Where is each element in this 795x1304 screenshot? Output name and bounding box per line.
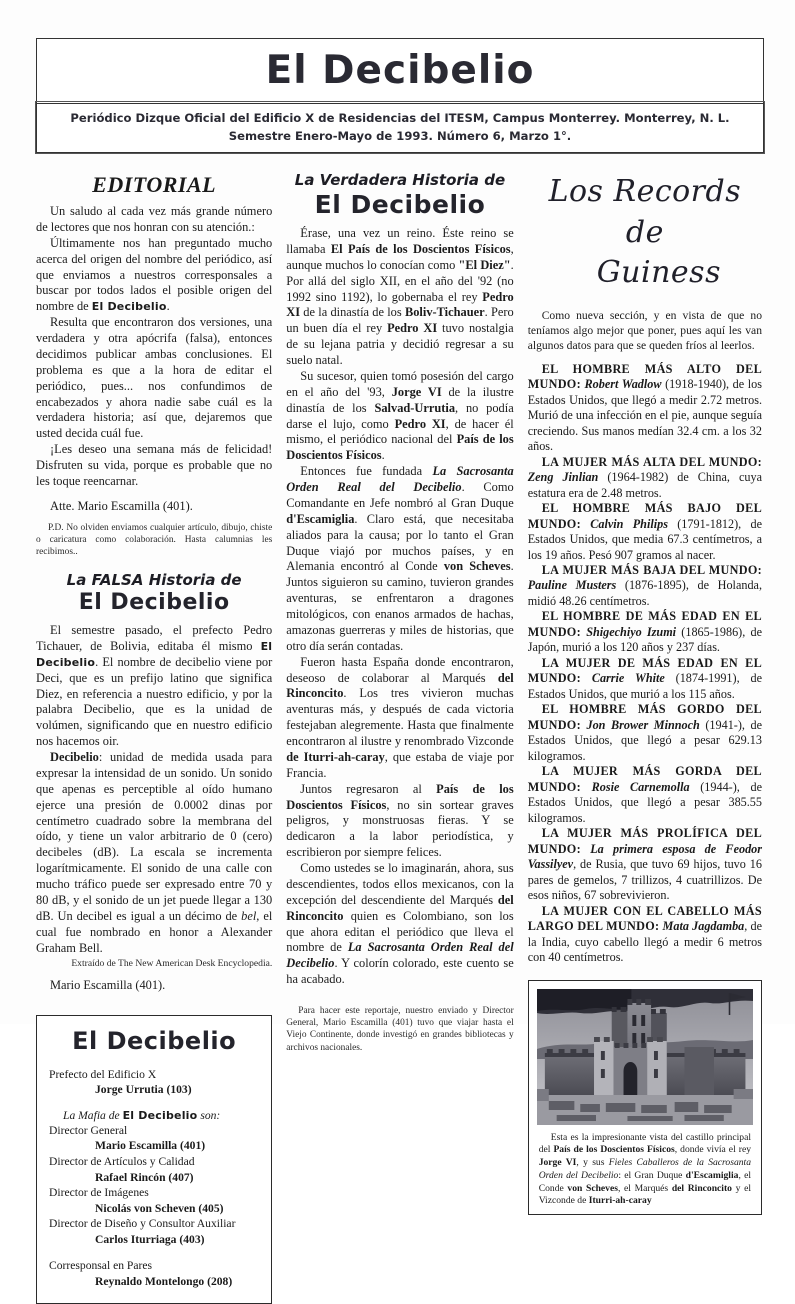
staff-corresponsal-role: Corresponsal en Pares (49, 1259, 153, 1273)
verdadera-paragraph-3 (286, 464, 513, 655)
pais-doscientos-fisicos: País de los Doscientos Físicos (553, 1144, 675, 1156)
record-item (528, 656, 762, 702)
record-title: EL HOMBRE MÁS BAJO DEL MUNDO: (527, 501, 762, 531)
descamiglia: d'Escamiglia (685, 1169, 739, 1181)
column-right (528, 172, 762, 1304)
guiness-heading (528, 172, 762, 294)
record-title: EL HOMBRE DE MÁS EDAD EN EL MUNDO: (527, 609, 762, 639)
pais-doscientos-fisicos: El País de los Doscientos Físicos (330, 241, 511, 256)
falsa-definition-term: Decibelio (50, 750, 99, 765)
masthead-subtitle-line2: Semestre Enero-Mayo de 1993. Número 6, Marzo 1°. (228, 128, 572, 143)
t: . Los tres vivieron muchas aventuras más, y después de cada victoria festejaban alegremente. Hasta que finalmente encontraron al ilustre y renombrado Vizconde (286, 686, 514, 748)
staff-role: Director de Diseño y Consultor Auxiliar (49, 1217, 236, 1231)
pais-doscientos-fisicos: País de los Doscientos Físicos (286, 432, 514, 463)
record-title: EL HOMBRE MÁS GORDO DEL MUNDO: (527, 702, 762, 732)
record-text: , de la India, cuyo cabello llegó a medir 6 metros con 40 centímetros. (527, 919, 762, 965)
jorge-vi: Jorge VI (391, 384, 442, 399)
descamiglia: d'Escamiglia (286, 511, 355, 526)
staff-role: Director de Imágenes (49, 1186, 149, 1200)
verdadera-paragraph-2 (286, 369, 513, 464)
staff-role: Director de Artículos y Calidad (49, 1154, 195, 1168)
record-text: , de Rusia, que tuvo 69 hijos, tuvo 16 pares de gemelos, 7 trillizos, 4 cuatrillizos. De esos niños, 67 sobrevivieron. (527, 857, 762, 903)
record-title: LA MUJER CON EL CABELLO MÁS LARGO DEL MUNDO: (527, 903, 762, 934)
record-name: Pauline Musters (527, 578, 617, 593)
salvad-urrutia: Salvad-Urrutia (374, 400, 456, 415)
castle-photo (537, 989, 753, 1125)
masthead-subtitle-line1: Periódico Dizque Oficial del Edificio X de Residencias del ITESM, Campus Monterrey. Monterrey, N. L. (70, 111, 730, 125)
record-name: Jon Brower Minnoch (586, 717, 700, 732)
record-item (528, 702, 762, 764)
falsa-paragraph-2 (36, 750, 272, 956)
record-item (528, 362, 762, 455)
t: . Pero un buen día el rey (286, 305, 514, 336)
falsa-historia-logo: El Decibelio (78, 589, 230, 615)
staff-mafia-post: son: (197, 1108, 221, 1122)
record-title: LA MUJER MÁS ALTA DEL MUNDO: (541, 454, 762, 469)
editorial-paragraph-4: ¡Les deseo una semana más de felicidad! Disfruten su vida, porque es probable que no les toque reencarnar. (36, 442, 273, 488)
staff-name: Nicolás von Scheven (405) (95, 1201, 224, 1215)
verdadera-reporter-note: Para hacer este reportaje, nuestro enviado y Director General, Mario Escamilla (401) tuvo que viajar hasta el Viejo Continente, donde investigó en grandes bibliotecas y archivos nacionales. (286, 1006, 514, 1053)
falsa-signature: Mario Escamilla (401). (50, 978, 166, 993)
pedro-xi: Pedro XI (394, 416, 446, 431)
decibelio-inline-logo: El Decibelio (36, 639, 273, 669)
falsa-p1-part-b: . El nombre de decibelio viene por Deci, que es un prefijo latino que significa Diez, en referencia a nuestro edificio, y por la palabra Decibelio, que es la unidad de volúmen, significando que en nuestro edificio nos hacemos oir. (36, 654, 273, 749)
jorge-vi: Jorge VI (538, 1157, 577, 1169)
verdadera-paragraph-5 (286, 782, 513, 861)
staff-mafia-line (63, 1109, 259, 1122)
t: , no podía darse el lujo, como (286, 400, 514, 431)
editorial-heading: EDITORIAL (92, 172, 217, 197)
falsa-paragraph-1 (36, 623, 272, 750)
falsa-definition-body: : unidad de medida usada para expresar la intensidad de un sonido. Un sonido que apenas es perceptible al oído humano ejerce una presión de 0.0002 dinas por centímetro cuadrado sobre la membrana del oído, y tiene un valor arbitrario de 0 (cero) decibeles (dB). La escala se incrementa logarítmicamente. El sonido de una calle con mucho tráfico puede ser expresado entre 70 y 80 dB, y el sonido de un jet puede llegar a 130 dB. Un decibel es igual a un décimo de (36, 750, 273, 923)
record-item (528, 904, 762, 966)
editorial-postscript: P.D. No olviden enviamos cualquier artículo, dibujo, chiste o caricatura como colaboración. Hasta calumnias les recibimos.. (36, 522, 273, 558)
record-name: Shigechiyo Izumi (586, 624, 677, 639)
t: , aunque muchos lo conocían como (286, 241, 514, 272)
t: . Juntos siguieron su camino, tuvieron grandes aventuras, se enfrentaron a dragones mitológicos, con enanos armados de hachas, amazonas guerreras y miles de historias, que otro día serán contadas. (286, 559, 514, 653)
masthead (36, 38, 764, 153)
sacrosanta-orden-real: La Sacrosanta Orden Real del Decibelio (286, 940, 514, 971)
t: , que estaba de viaje por Francia. (286, 749, 514, 780)
t: Fueron hasta España donde encontraron, deseoso de colaborar al Marqués (286, 654, 514, 685)
record-text: (1964-1982) de China, cuya estatura era de 2.48 metros. (527, 470, 762, 500)
record-title: LA MUJER MÁS PROLÍFICA DEL MUNDO: (527, 826, 762, 856)
staff-corresponsal-name: Reynaldo Montelongo (208) (95, 1274, 233, 1288)
editorial-paragraph-2 (36, 236, 272, 315)
staff-name: Rafael Rincón (407) (95, 1170, 194, 1184)
record-item (528, 609, 762, 655)
el-diez: "El Diez" (458, 257, 511, 272)
decibelio-inline-logo: El Decibelio (122, 1108, 198, 1122)
verdadera-paragraph-4 (286, 655, 513, 782)
falsa-definition-end: , el cual fue nombrado en honor a Alexander Graham Bell. (36, 908, 273, 955)
de-iturri-ah-caray: de Iturri-ah-caray (286, 749, 385, 764)
staff-box-logo: El Decibelio (72, 1027, 237, 1056)
staff-name: Mario Escamilla (401) (95, 1139, 206, 1153)
del-rinconcito: del Rinconcito (671, 1182, 732, 1194)
falsa-definition-bel: bel (241, 908, 257, 923)
verdadera-paragraph-1 (286, 226, 513, 369)
record-name: Rosie Carnemolla (591, 779, 690, 794)
record-title: LA MUJER MÁS BAJA DEL MUNDO: (541, 562, 762, 577)
t: . Claro está, que necesitaba aliados para la causa; por lo tanto el Gran Duque viajó por muchos países, y en Alemania encontró al Conde (286, 511, 514, 574)
falsa-source-credit: Extraído de The New American Desk Encyclopedia. (71, 958, 273, 970)
staff-prefecto-role: Prefecto del Edificio X (49, 1067, 157, 1081)
record-title: LA MUJER MÁS GORDA DEL MUNDO: (527, 764, 762, 794)
fieles-caballeros: Fieles Caballeros de la Sacrosanta Orden del Decibelio (538, 1157, 752, 1181)
iturri-ah-caray: Iturri-ah-caray (588, 1195, 652, 1207)
record-item (528, 455, 762, 501)
falsa-historia-kicker: La FALSA Historia de (66, 571, 242, 590)
t: Entonces fue fundada (300, 464, 433, 479)
castle-photo-caption (539, 1132, 751, 1209)
t: quien es Colombiano, son los que ahora editan el periódico que lleva el nombre de (286, 908, 514, 955)
falsa-p1-part-a: El semestre pasado, el prefecto Pedro Tichauer, de Bolivia, editaba él mismo (36, 623, 273, 653)
t: y el Vizconde de (538, 1182, 751, 1207)
von-scheves: von Scheves (443, 559, 511, 574)
record-text: (1918-1940), de los Estados Unidos, que llegó a medir 2.72 metros. Murió de una infección en el pie, aunque seguía creciendo. Sus manos medían 32.4 cm. a los 32 años. (527, 377, 762, 454)
record-name: Robert Wadlow (584, 377, 662, 392)
t: , de hacer él mismo, el periódico nacional del (286, 416, 514, 447)
column-container (36, 172, 762, 1304)
record-item (528, 764, 762, 826)
guiness-intro: Como nueva sección, y en vista de que no teníamos algo mejor que poner, pues aquí les van algunos datos para que se queden fríos al leerlos. (527, 308, 762, 352)
editorial-signature: Atte. Mario Escamilla (401). (50, 498, 193, 513)
record-title: EL HOMBRE MÁS ALTO DEL MUNDO: (527, 361, 762, 392)
guiness-heading-line2: Guiness (596, 255, 721, 290)
t: Érase, una vez un reino. Éste reino se llamaba (286, 226, 514, 256)
record-text: (1791-1812), de Estados Unidos, que media 67.3 centímetros, a los 19 años. Pesó 907 gramos al nacer. (527, 516, 763, 562)
t: de la dinastía de los (300, 305, 405, 320)
t: tuvo nostalgia de su lejana patria y decidió regresar a su suelo natal. (286, 321, 514, 367)
boliv-tichauer: Boliv-Tichauer (404, 305, 485, 320)
t: , y sus (576, 1157, 609, 1169)
t: . (381, 448, 385, 463)
masthead-title: El Decibelio (265, 48, 535, 93)
t: , donde vivía el rey (674, 1144, 751, 1156)
t: de la ilustre dinastía de los (286, 384, 514, 415)
t: : el Gran Duque (618, 1169, 686, 1181)
guiness-heading-line1: Los Records de (548, 174, 742, 250)
editorial-p2-part-a: Últimamente nos han preguntado mucho acerca del origen del nombre del periódico, así que enviamos a nuestros corresponsales a buscar por todos lados el posible origen del nombre de (36, 235, 273, 314)
pedro-xi: Pedro XI (387, 321, 438, 336)
verdadera-historia-logo: El Decibelio (314, 189, 486, 219)
decibelio-inline-logo: El Decibelio (91, 300, 167, 314)
editorial-paragraph-1: Un saludo al cada vez más grande número de lectores que nos honran con su atención.: (36, 204, 273, 234)
t: , el Conde (538, 1169, 751, 1194)
t: Juntos regresaron al (300, 781, 437, 796)
record-item (528, 501, 762, 563)
t: , el Marqués (617, 1182, 672, 1194)
t: Como ustedes se lo imaginarán, ahora, sus descendientes, todos ellos mexicanos, con la excepción del descendiente del Marqués (286, 861, 514, 907)
staff-name: Carlos Iturriaga (403) (95, 1232, 205, 1246)
record-name: Carrie White (591, 671, 665, 686)
staff-role: Director General (49, 1123, 128, 1137)
record-name: Mata Jagdamba (662, 919, 745, 934)
record-text: (1941-), de Estados Unidos, que llegó a pesar 629.13 kilogramos. (527, 717, 762, 763)
t: . Por allá del siglo XII, en el año del '92 (no 1992 sino 1192), lo gobernaba el rey (286, 257, 514, 304)
editorial-paragraph-3: Resulta que encontraron dos versiones, una verdadera y otra apócrifa (falsa), entonces decidimos publicar ambas conclusiones. El problema es que a la hora de editar el periódico, pues... nos confundimos de encabezados y ahora nadie sabe cuál es la verdadera historia; así que, dejaremos que usted decida cuál fue. (36, 315, 273, 441)
record-text: (1874-1991), de Estados Unidos, que murió a los 115 años. (527, 671, 762, 701)
staff-box (36, 1015, 272, 1304)
t: . Como Comandante en Jefe nombró al Gran Duque (286, 480, 514, 510)
castle-photo-box (528, 980, 762, 1216)
column-middle (286, 172, 513, 1304)
record-name: Calvin Philips (590, 516, 668, 531)
record-text: (1876-1895), de Holanda, midió 48.26 centímetros. (527, 578, 762, 608)
record-name: La primera esposa de Feodor Vassilyev (527, 841, 762, 872)
t: Esta es la impresionante vista del castillo principal del (538, 1131, 751, 1156)
del-rinconcito: del Rinconcito (286, 670, 514, 701)
verdadera-paragraph-6 (286, 861, 513, 988)
record-title: LA MUJER DE MÁS EDAD EN EL MUNDO: (527, 655, 762, 686)
t: Su sucesor, quien tomó posesión del cargo en el año del '93, (286, 368, 514, 399)
pedro-xi: Pedro XI (286, 289, 514, 320)
masthead-subtitle (37, 103, 763, 152)
column-left (36, 172, 272, 1304)
verdadera-historia-kicker: La Verdadera Historia de (294, 171, 506, 189)
t: . Y colorín colorado, este cuento se ha acabado. (286, 956, 514, 987)
editorial-p2-part-b: . (166, 299, 170, 314)
del-rinconcito: del Rinconcito (286, 892, 514, 923)
von-scheves: von Scheves (567, 1182, 618, 1194)
sacrosanta-orden-real: La Sacrosanta Orden Real del Decibelio (286, 464, 514, 494)
record-text: (1944-), de Estados Unidos, que llegó a pesar 385.55 kilogramos. (527, 779, 762, 825)
t: , no sin sortear graves peligros, y monstruosas fieras. Y se dedicaron a la labor periodística, y escribieron por siempre felices. (286, 797, 514, 860)
staff-mafia-pre: La Mafia de (63, 1108, 123, 1122)
record-text: (1865-1986), de Japón, murió a los 120 años y 237 días. (527, 624, 763, 655)
record-item (528, 826, 762, 903)
staff-prefecto-name: Jorge Urrutia (103) (95, 1083, 192, 1097)
record-name: Zeng Jinlian (527, 470, 599, 485)
record-item (528, 563, 762, 609)
pais-doscientos-fisicos: País de los Doscientos Físicos (286, 781, 514, 812)
